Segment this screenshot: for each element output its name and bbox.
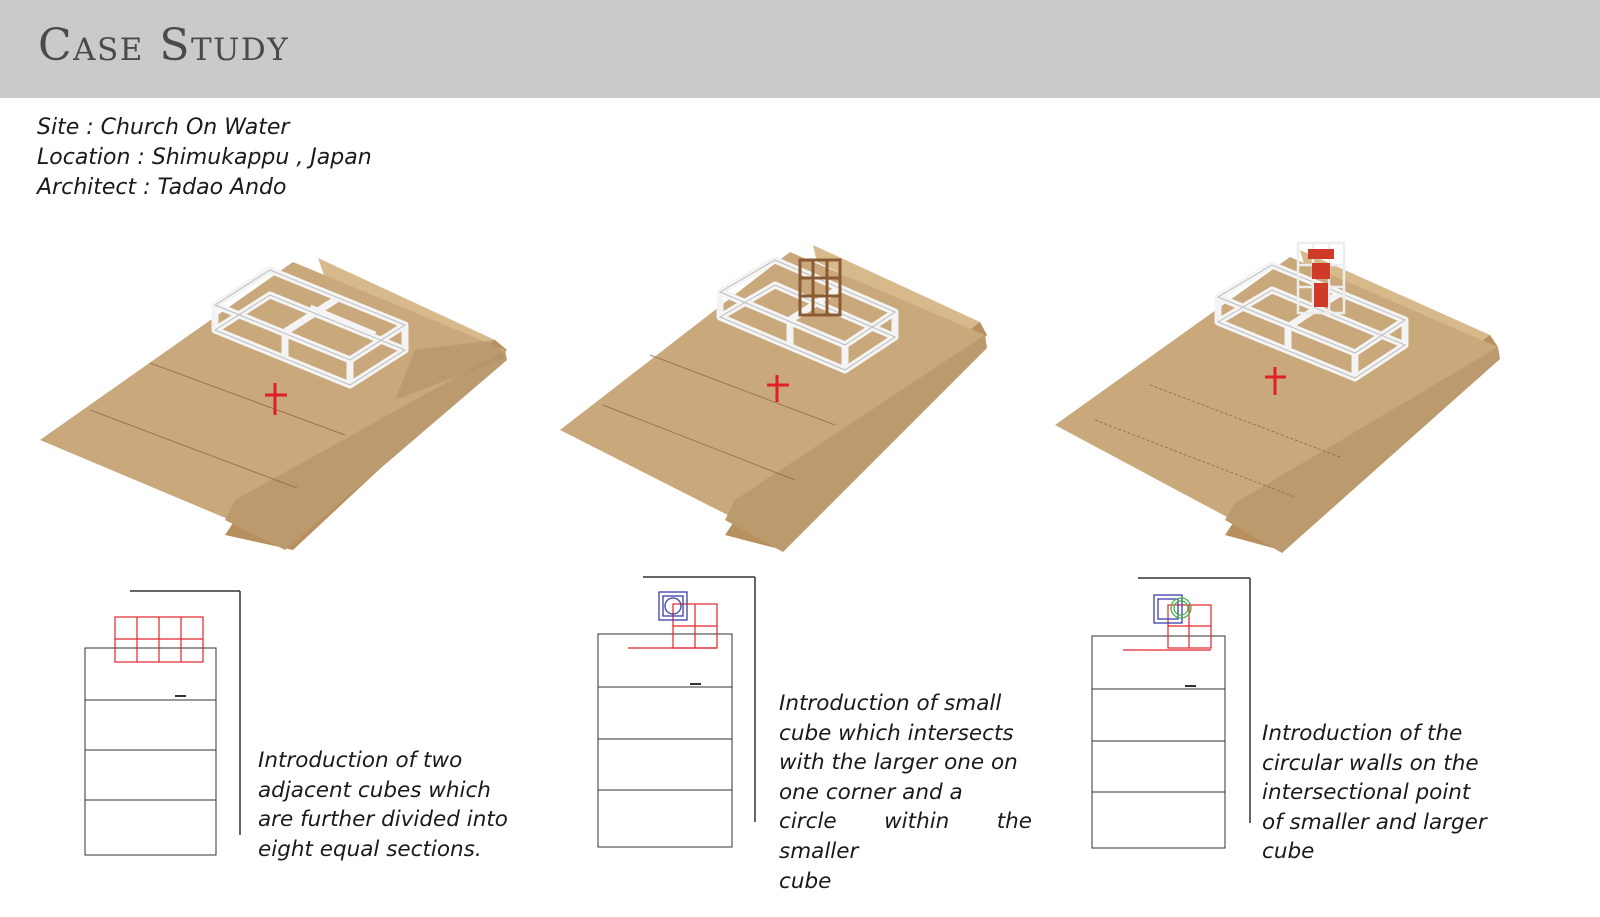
caption-2-line: circle within the smaller <box>779 809 1032 864</box>
caption-2-line: Introduction of small <box>779 691 1002 716</box>
caption-3-line: intersectional point <box>1262 780 1471 806</box>
site-label: Site : Church On Water <box>37 115 290 140</box>
caption-2-line: with the larger one on <box>779 750 1018 776</box>
caption-1-line: Introduction of two <box>258 748 463 773</box>
model-photo-2 <box>555 240 995 560</box>
caption-3-line: circular walls on the <box>1262 750 1479 776</box>
caption-3-line: cube <box>1262 839 1315 865</box>
floor-plan-1 <box>80 585 250 865</box>
caption-2 <box>779 689 1032 896</box>
caption-1-line: are further divided into <box>258 807 508 833</box>
caption-3-line: of smaller and larger <box>1262 809 1487 835</box>
model-photo-3 <box>1050 235 1510 555</box>
header-bar <box>0 0 1600 98</box>
architect-label: Architect : Tadao Ando <box>37 175 287 200</box>
page-title: Case Study <box>38 20 290 71</box>
caption-3 <box>1262 719 1495 867</box>
caption-1 <box>258 746 508 864</box>
location-label: Location : Shimukappu , Japan <box>37 145 372 170</box>
floor-plan-3 <box>1090 573 1260 858</box>
caption-1-line: eight equal sections. <box>258 836 482 862</box>
caption-2-line: cube <box>779 868 832 894</box>
caption-3-line: Introduction of the <box>1262 721 1463 746</box>
model-photo-1 <box>35 250 515 560</box>
caption-1-line: adjacent cubes which <box>258 777 491 803</box>
floor-plan-2 <box>595 572 765 857</box>
project-info <box>37 113 372 203</box>
caption-2-line: one corner and a <box>779 779 963 805</box>
caption-2-line: cube which intersects <box>779 720 1014 746</box>
